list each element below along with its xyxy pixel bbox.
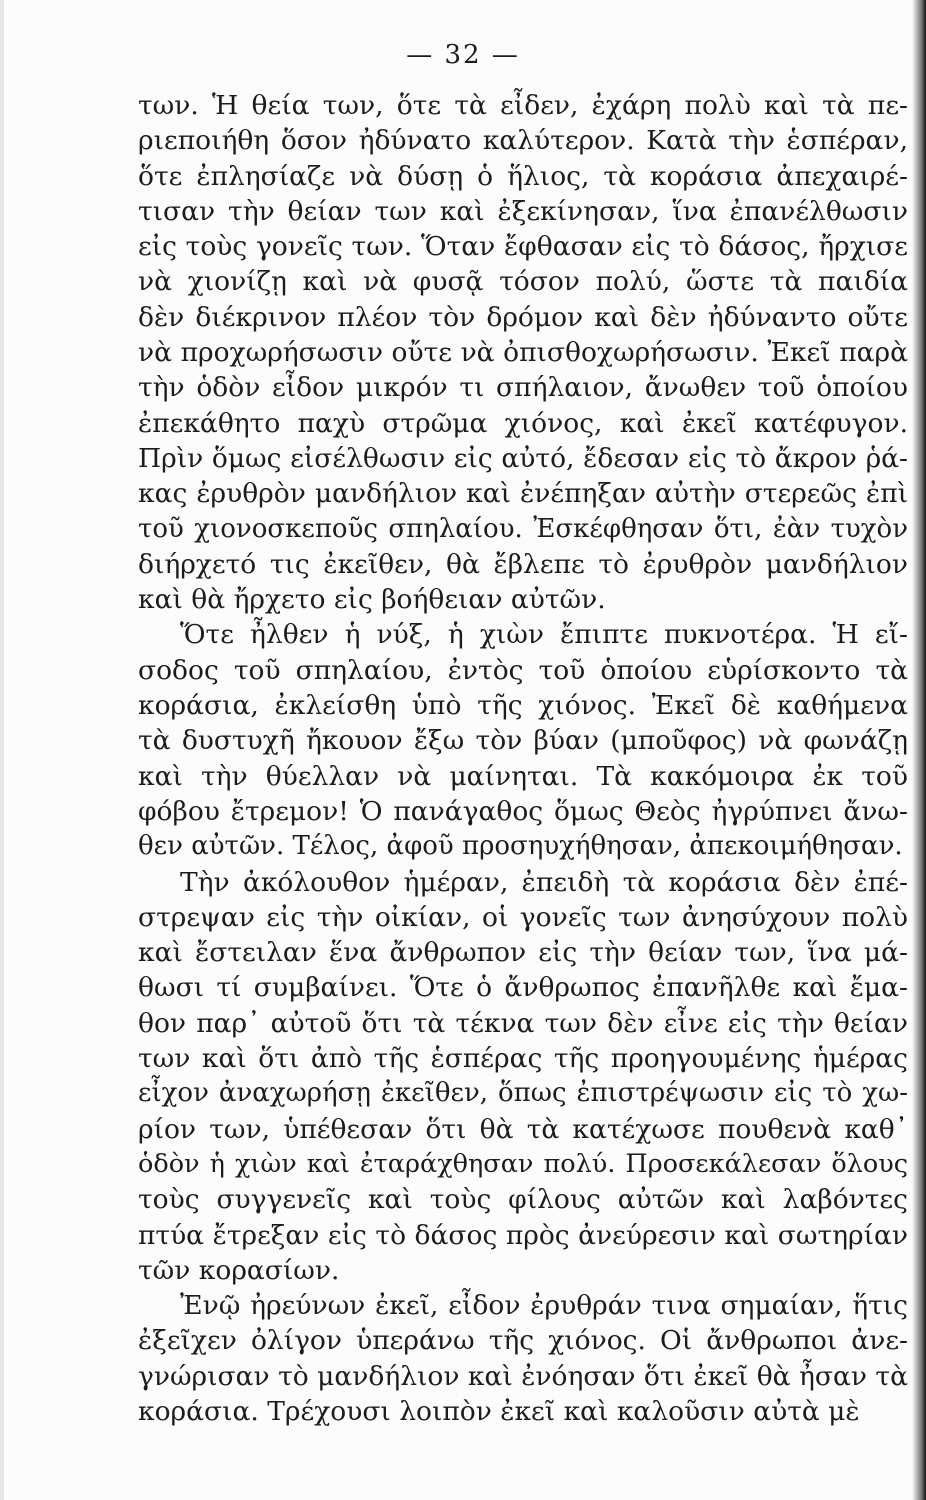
text-line: ὅτε ἐπλησίαζε νὰ δύσῃ ὁ ἥλιος, τὰ κοράσια ἀπεχαιρέ-: [138, 160, 908, 192]
text-line: Πρὶν ὅμως εἰσέλθωσιν εἰς αὐτό, ἔδεσαν εἰς τὸ ἄκρον ῥά-: [138, 442, 908, 474]
text-line: τοὺς συγγενεῖς καὶ τοὺς φίλους αὐτῶν καὶ λαβόντες: [138, 1184, 908, 1216]
text-line: θεν αὐτῶν. Τέλος, ἀφοῦ προσηυχήθησαν, ἀπεκοιμήθησαν.: [138, 831, 903, 862]
text-line: τισαν τὴν θείαν των καὶ ἐξεκίνησαν, ἵνα ἐπανέλθωσιν: [138, 195, 908, 227]
text-line: ριεποιήθη ὅσον ἠδύνατο καλύτερον. Κατὰ τὴν ἑσπέραν,: [138, 125, 908, 157]
text-line: ἐξεῖχεν ὀλίγον ὑπεράνω τῆς χιόνος. Οἱ ἄνθρωποι ἀνε-: [138, 1325, 908, 1357]
paragraph: [138, 617, 908, 864]
paragraph: [138, 88, 908, 617]
text-line: καὶ τὴν θύελλαν νὰ μαίνηται. Τὰ κακόμοιρα ἐκ τοῦ: [138, 760, 908, 792]
text-line: ρίον των, ὑπέθεσαν ὅτι θὰ τὰ κατέχωσε πουθενὰ καθ᾽: [138, 1113, 908, 1145]
text-line: νὰ χιονίζῃ καὶ νὰ φυσᾷ τόσον πολύ, ὥστε τὰ παιδία: [138, 266, 908, 298]
text-line: στρεψαν εἰς τὴν οἰκίαν, οἱ γονεῖς των ἀνησύχουν πολὺ: [138, 901, 908, 933]
text-line: νὰ προχωρήσωσιν οὔτε νὰ ὀπισθοχωρήσωσιν. Ἐκεῖ παρὰ: [138, 337, 908, 369]
text-line: γνώρισαν τὸ μανδήλιον καὶ ἐνόησαν ὅτι ἐκεῖ θὰ ἦσαν τὰ: [138, 1360, 908, 1392]
text-line: θον παρ᾽ αὐτοῦ ὅτι τὰ τέκνα των δὲν εἶνε εἰς τὴν θείαν: [138, 1007, 908, 1039]
text-line: κας ἐρυθρὸν μανδήλιον καὶ ἐνέπηξαν αὐτὴν στερεῶς ἐπὶ: [138, 478, 908, 510]
text-line: ἐπεκάθητο παχὺ στρῶμα χιόνος, καὶ ἐκεῖ κατέφυγον.: [138, 407, 908, 439]
text-line: θωσι τί συμβαίνει. Ὅτε ὁ ἄνθρωπος ἐπανῆλθε καὶ ἔμα-: [138, 972, 908, 1004]
page-binding-shadow: [912, 0, 926, 1500]
text-line: σοδος τοῦ σπηλαίου, ἐντὸς τοῦ ὁποίου εὑρίσκοντο τὰ: [138, 654, 908, 686]
text-line: κοράσια, ἐκλείσθη ὑπὸ τῆς χιόνος. Ἐκεῖ δὲ καθήμενα: [138, 690, 908, 722]
text-line: δὲν διέκρινον πλέον τὸν δρόμον καὶ δὲν ἠδύναντο οὔτε: [138, 301, 908, 333]
paragraph: [138, 1288, 908, 1429]
text-line: Τὴν ἀκόλουθον ἡμέραν, ἐπειδὴ τὰ κοράσια δὲν ἐπέ-: [180, 866, 908, 898]
text-line: καὶ θὰ ἤρχετο εἰς βοήθειαν αὐτῶν.: [138, 584, 606, 616]
text-line: πτύα ἔτρεξαν εἰς τὸ δάσος πρὸς ἀνεύρεσιν καὶ σωτηρίαν: [138, 1219, 908, 1251]
text-line: Ὅτε ἦλθεν ἡ νύξ, ἡ χιὼν ἔπιπτε πυκνοτέρα. Ἡ εἴ-: [180, 619, 908, 651]
text-line: φόβου ἔτρεμον! Ὁ πανάγαθος ὅμως Θεὸς ἠγρύπνει ἄνω-: [138, 795, 908, 827]
text-line: ὁδὸν ἡ χιὼν καὶ ἐταράχθησαν πολύ. Προσεκάλεσαν ὅλους: [138, 1148, 908, 1179]
paragraph: [138, 865, 908, 1289]
text-line: εἶχον ἀναχωρήσῃ ἐκεῖθεν, ὅπως ἐπιστρέψωσιν εἰς τὸ χω-: [138, 1078, 908, 1109]
page-left-edge: [0, 0, 4, 1500]
text-line: τὰ δυστυχῆ ἤκουον ἔξω τὸν βύαν (μποῦφος) νὰ φωνάζῃ: [138, 725, 908, 757]
text-line: καὶ ἔστειλαν ἕνα ἄνθρωπον εἰς τὴν θείαν των, ἵνα μά-: [138, 937, 908, 969]
text-line: τοῦ χιονοσκεποῦς σπηλαίου. Ἐσκέφθησαν ὅτι, ἐὰν τυχὸν: [138, 513, 908, 544]
text-line: Ἐνῷ ἠρεύνων ἐκεῖ, εἶδον ἐρυθράν τινα σημαίαν, ἥτις: [180, 1290, 908, 1322]
text-line: κοράσια. Τρέχουσι λοιπὸν ἐκεῖ καὶ καλοῦσιν αὐτὰ μὲ: [138, 1395, 860, 1427]
body-text: [138, 88, 908, 1429]
text-line: τὴν ὁδὸν εἶδον μικρόν τι σπήλαιον, ἄνωθεν τοῦ ὁποίου: [138, 372, 908, 404]
text-line: τῶν κορασίων.: [138, 1254, 340, 1286]
text-line: διήρχετό τις ἐκεῖθεν, θὰ ἔβλεπε τὸ ἐρυθρὸν μανδήλιον: [138, 548, 908, 580]
text-line: εἰς τοὺς γονεῖς των. Ὅταν ἔφθασαν εἰς τὸ δάσος, ἤρχισε: [138, 231, 908, 263]
text-line: των καὶ ὅτι ἀπὸ τῆς ἑσπέρας τῆς προηγουμένης ἡμέρας: [138, 1043, 908, 1075]
page-number: — 32 —: [406, 40, 520, 70]
text-line: των. Ἡ θεία των, ὅτε τὰ εἶδεν, ἐχάρη πολὺ καὶ τὰ πε-: [138, 90, 908, 121]
